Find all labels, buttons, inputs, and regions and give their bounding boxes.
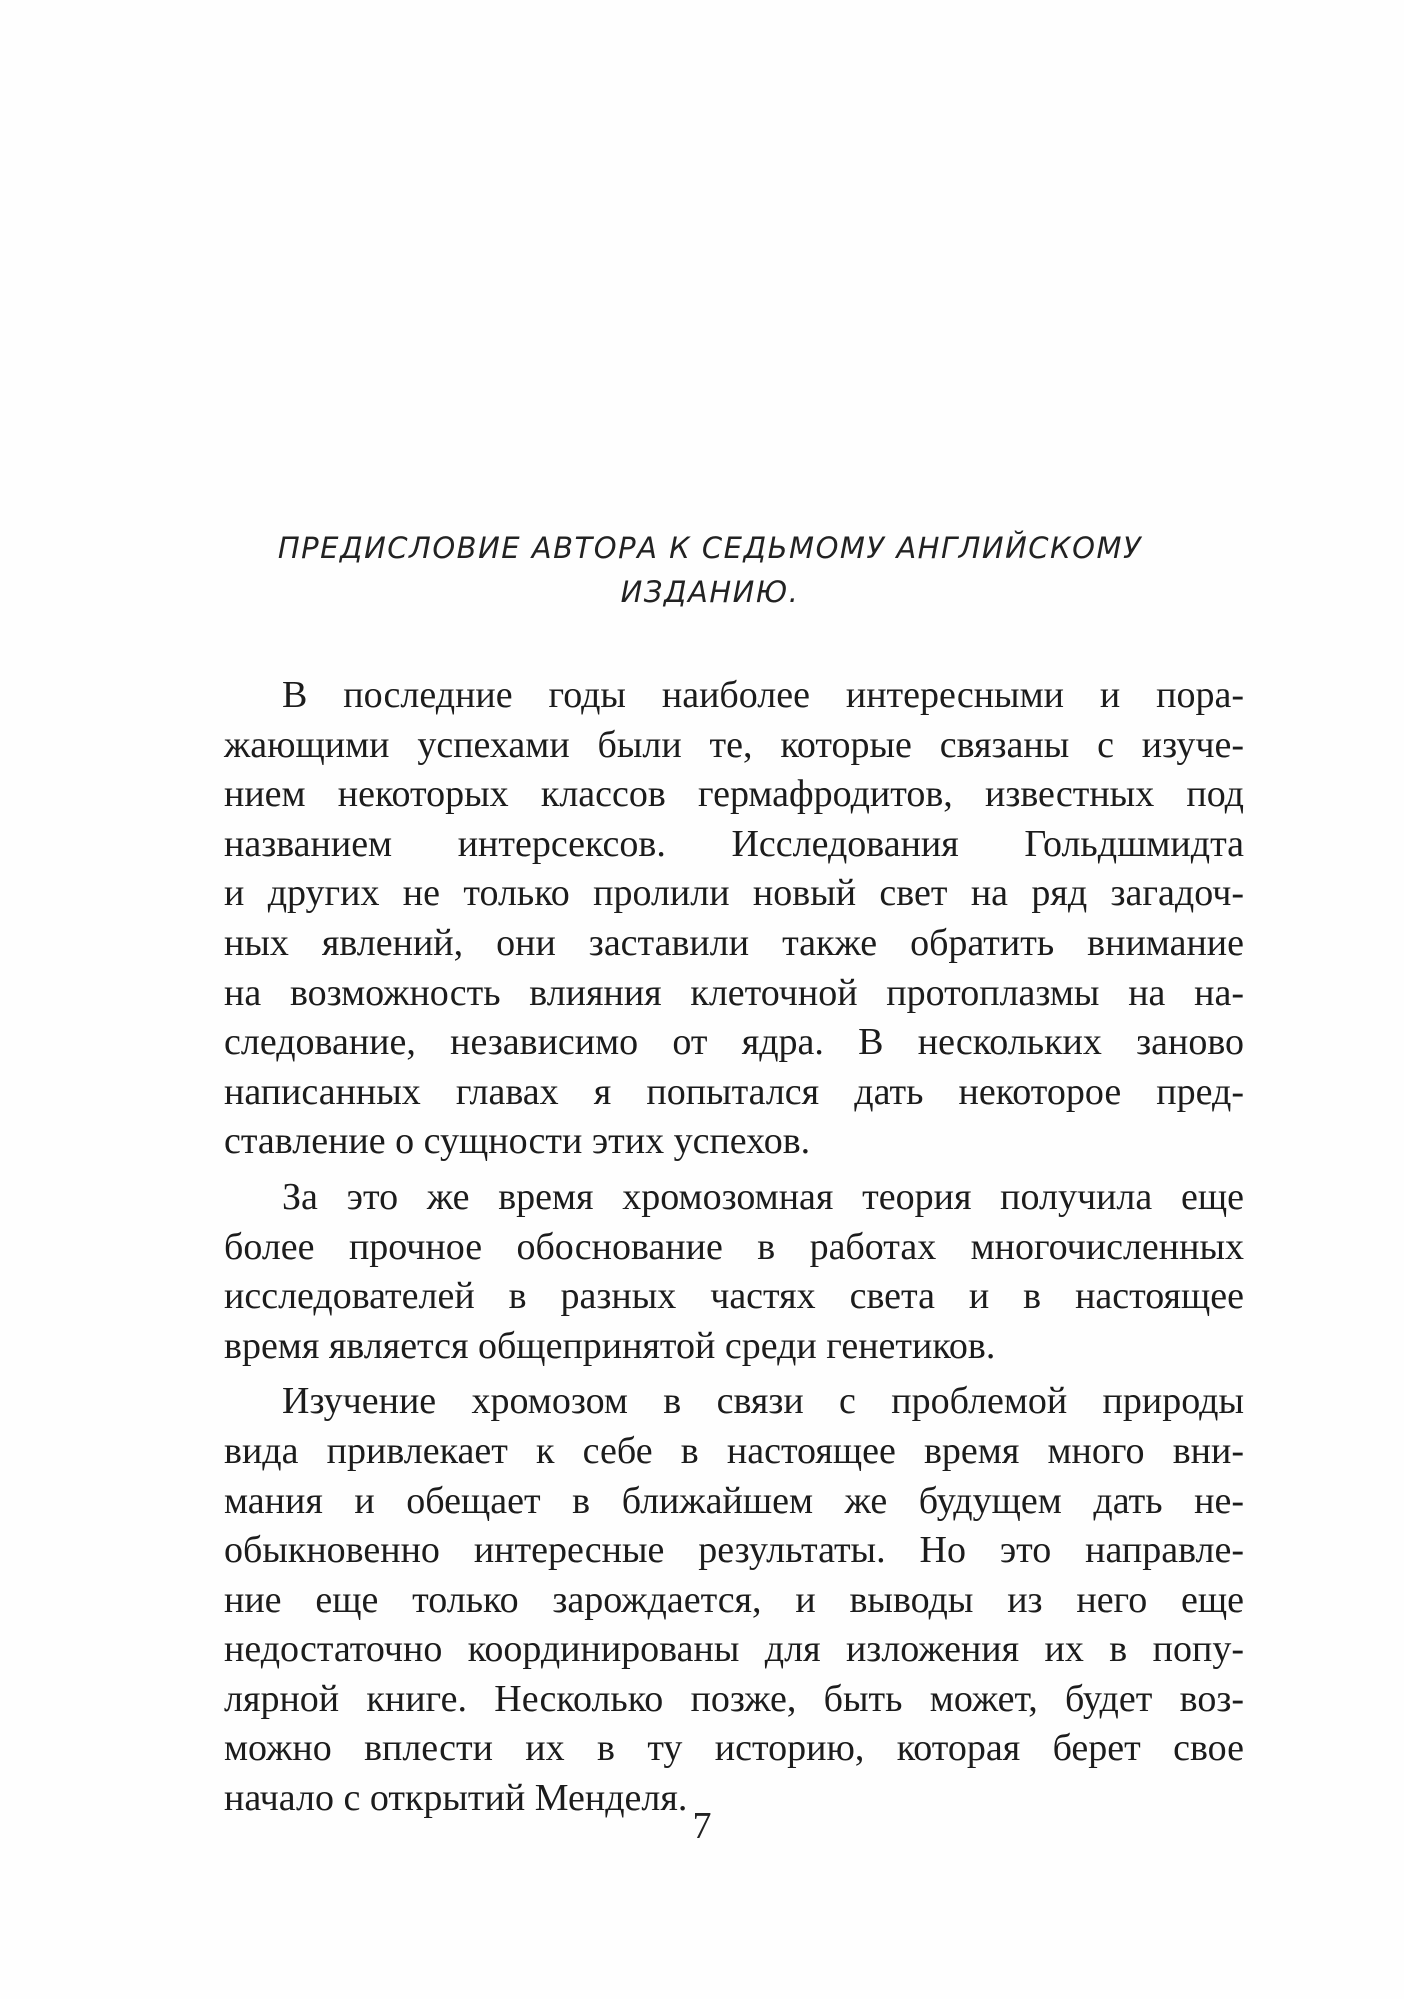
heading-line-1: ПРЕДИСЛОВИЕ АВТОРА К СЕДЬМОМУ АНГЛИЙСКОМУ [277, 531, 1143, 565]
text-line: ных явлений, они заставили также обратить внимание [224, 921, 1244, 964]
text-line: названием интерсексов. Исследования Гольдшмидта [224, 822, 1244, 865]
text-line: начало с открытий Менделя. [224, 1777, 688, 1820]
preface-body [224, 671, 1244, 1830]
text-line: исследователей в разных частях света и в настоящее [224, 1275, 1244, 1318]
text-line: написанных главах я попытался дать некоторое пред- [224, 1070, 1244, 1113]
text-line: нием некоторых классов гермафродитов, известных под [224, 773, 1244, 816]
text-line: на возможность влияния клеточной протоплазмы на на- [224, 971, 1244, 1014]
text-line: жающими успехами были те, которые связаны с изуче- [224, 723, 1244, 766]
text-line: время является общепринятой среди генетиков. [224, 1324, 996, 1367]
text-line: В последние годы наиболее интересными и пора- [282, 674, 1244, 716]
text-line: недостаточно координированы для изложения их в попу- [224, 1628, 1244, 1671]
paragraph-2 [224, 1173, 1244, 1371]
text-line: мания и обещает в ближайшем же будущем дать не- [224, 1479, 1244, 1522]
text-line: ставление о сущности этих успехов. [224, 1120, 811, 1163]
text-line: и других не только пролили новый свет на ряд загадоч- [224, 872, 1244, 915]
preface-heading [150, 526, 1270, 614]
text-line: можно вплести их в ту историю, которая берет свое [224, 1727, 1244, 1770]
text-line: лярной книге. Несколько позже, быть может, будет воз- [224, 1677, 1244, 1720]
text-line: обыкновенно интересные результаты. Но это направле- [224, 1529, 1244, 1572]
text-line: За это же время хромозомная теория получила еще [282, 1175, 1244, 1218]
text-line: следование, независимо от ядра. В нескольких заново [224, 1021, 1244, 1064]
heading-line-2: ИЗДАНИЮ. [620, 575, 800, 609]
paragraph-3 [224, 1377, 1244, 1823]
text-line: более прочное обоснование в работах многочисленных [224, 1225, 1244, 1268]
text-line: ние еще только зарождается, и выводы из него еще [224, 1578, 1244, 1621]
page-number: 7 [692, 1805, 712, 1847]
paragraph-1 [224, 671, 1244, 1167]
text-line: вида привлекает к себе в настоящее время много вни- [224, 1429, 1244, 1472]
text-line: Изучение хромозом в связи с проблемой природы [282, 1380, 1244, 1423]
